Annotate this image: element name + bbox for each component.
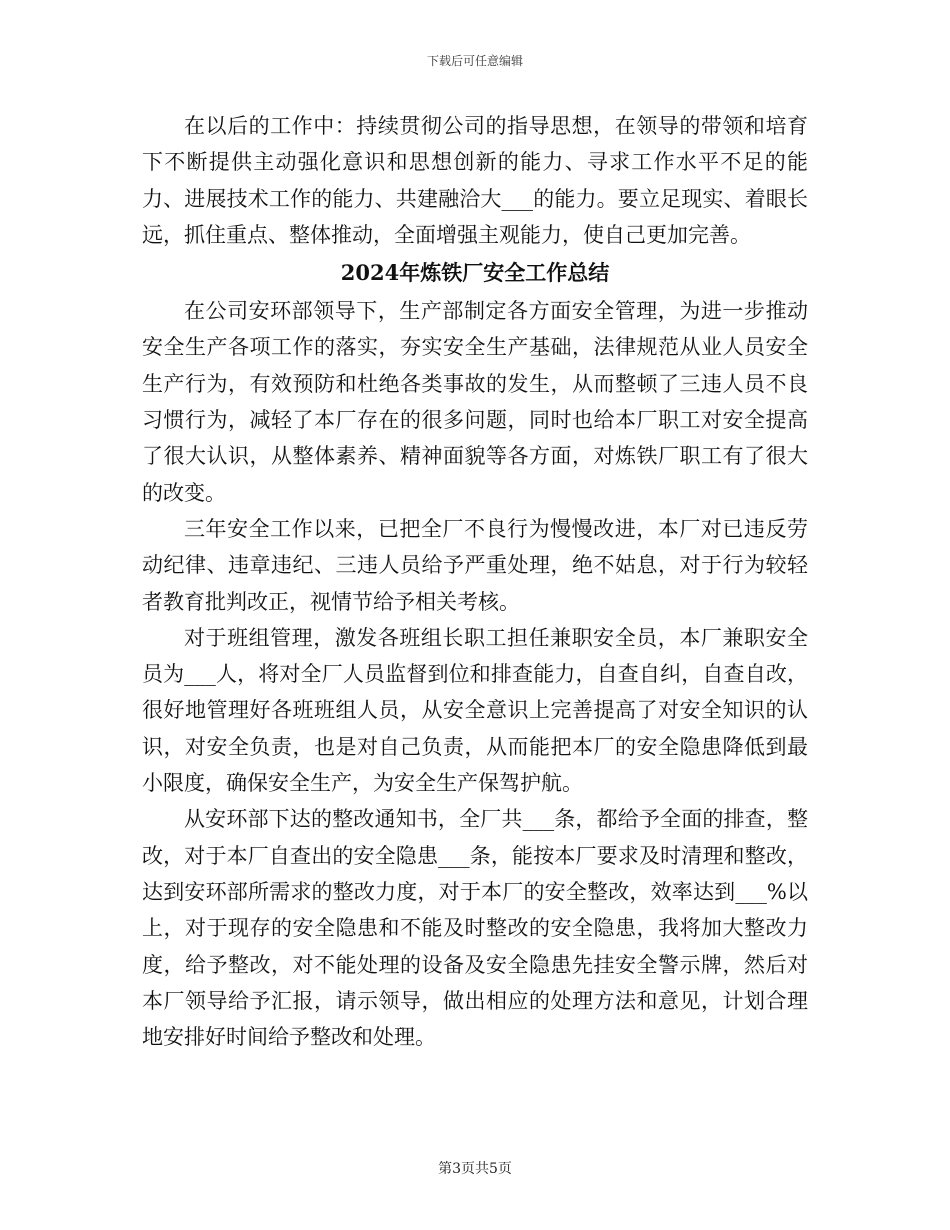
body-paragraph-1: 在公司安环部领导下，生产部制定各方面安全管理，为进一步推动安全生产各项工作的落实，夯实安全生产基础，法律规范从业人员安全生产行为，有效预防和杜绝各类事故的发生，从而整顿了三违人员不良习惯行为，减轻了本厂存在的很多问题，同时也给本厂职工对安全提高了很大认识，从整体素养、精神面貌等各方面，对炼铁厂职工有了很大的改变。 [142,299,808,505]
document-body [142,108,808,1055]
intro-paragraph: 在以后的工作中：持续贯彻公司的指导思想，在领导的带领和培育下不断提供主动强化意识和思想创新的能力、寻求工作水平不足的能力、进展技术工作的能力、共建融洽大___的能力。要立足现实、着眼长远，抓住重点、整体推动，全面增强主观能力，使自己更加完善。 [142,114,808,247]
body-paragraph-2: 三年安全工作以来，已把全厂不良行为慢慢改进，本厂对已违反劳动纪律、违章违纪、三违人员给予严重处理，绝不姑息，对于行为较轻者教育批判改正，视情节给予相关考核。 [142,516,808,614]
document-title: 2024年炼铁厂安全工作总结 [340,260,610,286]
body-paragraph-4: 从安环部下达的整改通知书，全厂共___条，都给予全面的排查，整改，对于本厂自查出的安全隐患___条，能按本厂要求及时清理和整改，达到安环部所需求的整改力度，对于本厂的安全整改，效率达到___%以上，对于现存的安全隐患和不能及时整改的安全隐患，我将加大整改力度，给予整改，对不能处理的设备及安全隐患先挂安全警示牌，然后对本厂领导给予汇报，请示领导，做出相应的处理方法和意见，计划合理地安排好时间给予整改和处理。 [142,807,808,1050]
page-number-footer: 第3页共5页 [438,1161,512,1177]
page-header-note: 下载后可任意编辑 [426,54,523,68]
body-paragraph-3: 对于班组管理，激发各班组长职工担任兼职安全员，本厂兼职安全员为___人，将对全厂人员监督到位和排查能力，自查自纠，自查自改，很好地管理好各班班组人员，从安全意识上完善提高了对安全知识的认识，对安全负责，也是对自己负责，从而能把本厂的安全隐患降低到最小限度，确保安全生产，为安全生产保驾护航。 [142,625,808,796]
